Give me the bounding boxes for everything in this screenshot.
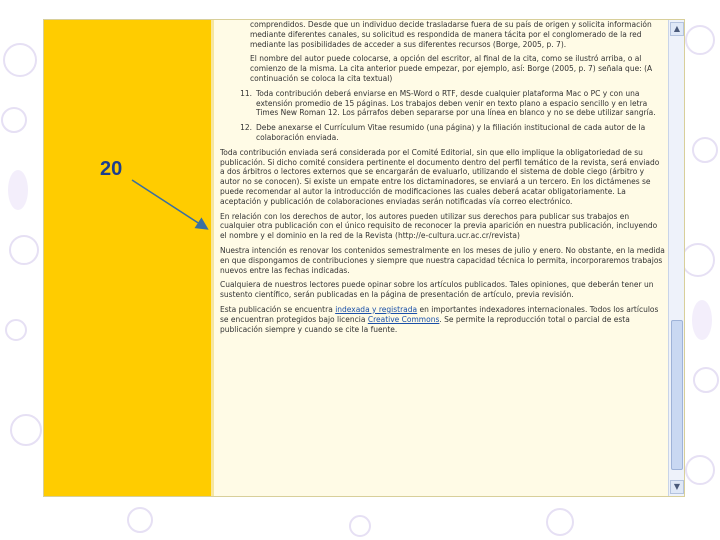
indexing-text-a: Esta publicación se encuentra bbox=[220, 304, 336, 314]
paragraph-copyright: En relación con los derechos de autor, los autores pueden utilizar sus derechos para publicar sus trabajos en cualquier otra publicación con el único requisito de reconocer la previa aparición en nuestra publicación, incluyendo el nombre y el dominio en la red de la Revista (http://e-cultura.ucr.ac.cr/revista) bbox=[220, 211, 658, 241]
scroll-down-icon[interactable]: ▼ bbox=[670, 480, 684, 494]
scroll-up-icon[interactable]: ▲ bbox=[670, 22, 684, 36]
list-item-11 bbox=[234, 89, 666, 118]
paragraph-renewal: Nuestra intención es renovar los contenidos semestralmente en los meses de julio y enero. No obstante, en la medida en que dispongamos de contribuciones y siempre que nuestra capacidad técnica lo permita, incorporaremos trabajos nuevos entre las fechas indicadas. bbox=[220, 245, 665, 275]
list-item-12 bbox=[234, 123, 666, 143]
browser-window bbox=[44, 20, 684, 496]
list-number: 12. bbox=[240, 123, 252, 133]
list-item-text: Toda contribución deberá enviarse en MS-Word o RTF, desde cualquier plataforma Mac o PC y con una extensión promedio de 15 páginas. Los trabajos deben venir en texto plano a espacio sencillo y en letra Times New Roman 12. Los párrafos deben separarse por una línea en blanco y no se debe utilizar sangría. bbox=[256, 88, 656, 118]
vertical-scrollbar[interactable] bbox=[668, 20, 684, 496]
paragraph-citation-note: El nombre del autor puede colocarse, a opción del escritor, al final de la cita, como se ilustró arriba, o al comienzo de la misma. La cita anterior puede empezar, por ejemplo, así: Borge (2005, p. 7) señala que: (A continuación se coloca la cita textual) bbox=[250, 54, 653, 83]
paragraph-reader-opinions: Cualquiera de nuestros lectores puede opinar sobre los artículos publicados. Tales opiniones, que deberán tener un sustento científico, serán publicadas en la página de presentación de artículo, previa revisión. bbox=[220, 280, 654, 300]
paragraph-quote: comprendidos. Desde que un individuo decide trasladarse fuera de su país de origen y solicita información mediante diferentes canales, su solicitud es respondida de manera tácita por el conglomerado de la red mediante las posibilidades de acceder a sus diferentes recursos (Borge, 2005, p. 7). bbox=[250, 20, 652, 49]
indexed-registered-link[interactable]: indexada y registrada bbox=[335, 304, 418, 314]
article-content bbox=[220, 20, 666, 496]
paragraph-indexing bbox=[220, 305, 666, 334]
indexing-text-c: . Se permite la reproducción total o parcial de esta publicación siempre y cuando se cite la fuente. bbox=[220, 314, 630, 334]
left-panel bbox=[44, 20, 211, 496]
slide-annotation-number: 20 bbox=[100, 158, 123, 180]
list-item-text: Debe anexarse el Currículum Vitae resumido (una página) y la filiación institucional de cada autor de la colaboración enviada. bbox=[256, 123, 646, 142]
scrollbar-thumb[interactable] bbox=[671, 320, 683, 470]
indexing-text-b: en importantes indexadores internacionales. Todos los artículos se encuentran protegidos bajo licencia bbox=[220, 304, 659, 324]
list-number: 11. bbox=[240, 88, 252, 98]
creative-commons-link[interactable]: Creative Commons bbox=[367, 314, 440, 324]
panel-divider bbox=[211, 20, 214, 496]
paragraph-review-process: Toda contribución enviada será considerada por el Comité Editorial, sin que ello implique la obligatoriedad de su publicación. Si dicho comité considera pertinente el documento dentro del perfil temático de la revista, será enviado a dos árbitros o lectores externos que se encargarán de evaluarlo, utilizando el sistema de doble ciego (árbitro y autor no se conocen). Si existe un empate entre los dictaminadores, se enviará a un tercero. En los dictámenes se puede recomendar al autor la introducción de modificaciones las cuales deberá acatar obligatoriamente. La aceptación y publicación de colaboraciones enviadas serán notificadas vía correo electrónico. bbox=[220, 147, 660, 206]
